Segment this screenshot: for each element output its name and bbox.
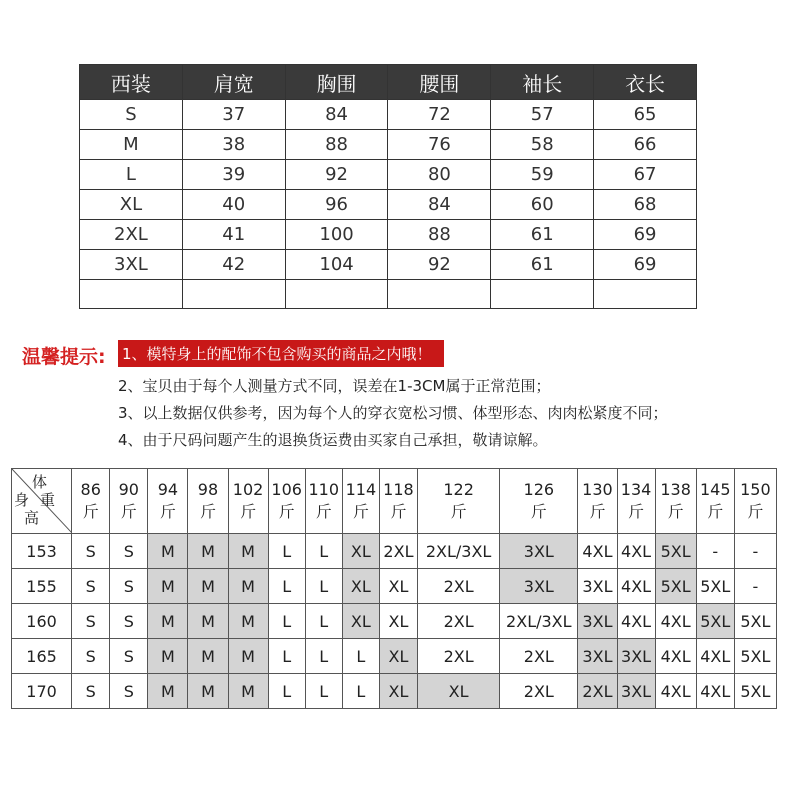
size-cell: L xyxy=(268,674,305,709)
size-cell: 5XL xyxy=(655,569,696,604)
table-row xyxy=(12,674,777,709)
table-row xyxy=(12,639,777,674)
weight-header-cell xyxy=(379,469,417,534)
size-cell: L xyxy=(268,639,305,674)
weight-value: 138 xyxy=(660,480,691,499)
size-cell: 3XL xyxy=(578,604,617,639)
size-cell: M xyxy=(188,639,228,674)
weight-header-cell xyxy=(110,469,148,534)
weight-value: 110 xyxy=(308,480,340,499)
table-row xyxy=(80,130,697,160)
empty-cell xyxy=(80,280,183,309)
note-item: 4、由于尺码问题产生的退换货运费由买家自己承担，敬请谅解。 xyxy=(118,431,548,449)
table-cell: 59 xyxy=(491,160,594,190)
size-cell: 2XL xyxy=(418,569,500,604)
size-cell: M xyxy=(148,534,188,569)
table-cell: 38 xyxy=(182,130,285,160)
weight-unit: 斤 xyxy=(82,502,99,521)
weight-header-cell xyxy=(500,469,578,534)
table-cell: 41 xyxy=(182,220,285,250)
corner-height-label: 高 xyxy=(24,509,40,527)
corner-weight-label: 体 xyxy=(32,473,48,491)
table-cell: M xyxy=(80,130,183,160)
weight-unit: 斤 xyxy=(589,502,606,521)
size-cell: M xyxy=(188,604,228,639)
table-row xyxy=(80,100,697,130)
size-cell: 3XL xyxy=(578,569,617,604)
size-cell: M xyxy=(228,674,268,709)
table-cell: 80 xyxy=(388,160,491,190)
size-cell: 2XL xyxy=(500,674,578,709)
weight-unit: 斤 xyxy=(707,502,724,521)
height-label-cell: 160 xyxy=(12,604,72,639)
size-cell: S xyxy=(110,639,148,674)
table-cell: 84 xyxy=(388,190,491,220)
empty-row xyxy=(80,280,697,309)
size-cell: 4XL xyxy=(696,639,734,674)
weight-header-cell xyxy=(72,469,110,534)
size-cell: S xyxy=(72,569,110,604)
size-cell: M xyxy=(228,569,268,604)
table-row xyxy=(12,534,777,569)
size-cell: M xyxy=(148,604,188,639)
corner-weight-label: 重 xyxy=(40,491,56,509)
size-cell: M xyxy=(228,639,268,674)
size-cell: XL xyxy=(342,604,379,639)
table-cell: 66 xyxy=(594,130,697,160)
size-cell: XL xyxy=(379,604,417,639)
table-cell: 88 xyxy=(388,220,491,250)
size-cell: 5XL xyxy=(696,569,734,604)
size-cell: S xyxy=(110,534,148,569)
size-cell: L xyxy=(342,674,379,709)
size-cell: S xyxy=(110,569,148,604)
size-cell: - xyxy=(696,534,734,569)
weight-unit: 斤 xyxy=(530,502,547,521)
empty-cell xyxy=(285,280,388,309)
size-cell: 5XL xyxy=(734,604,776,639)
size-cell: 5XL xyxy=(655,534,696,569)
size-cell: 4XL xyxy=(696,674,734,709)
header-cell: 腰围 xyxy=(388,65,491,100)
weight-header-cell xyxy=(268,469,305,534)
size-cell: XL xyxy=(342,534,379,569)
size-cell: M xyxy=(188,674,228,709)
weight-unit: 斤 xyxy=(628,502,645,521)
header-cell: 西装 xyxy=(80,65,183,100)
table-cell: 100 xyxy=(285,220,388,250)
table-cell: 67 xyxy=(594,160,697,190)
size-cell: XL xyxy=(379,639,417,674)
weight-unit: 斤 xyxy=(667,502,684,521)
table-row xyxy=(80,250,697,280)
table-cell: 40 xyxy=(182,190,285,220)
fit-recommendation-table xyxy=(11,468,777,709)
notes-heading: 温馨提示: xyxy=(22,346,106,368)
size-cell: L xyxy=(268,569,305,604)
table-cell: 76 xyxy=(388,130,491,160)
note-item: 3、以上数据仅供参考，因为每个人的穿衣宽松习惯、体型形态、肉肉松紧度不同； xyxy=(118,404,668,422)
size-cell: L xyxy=(268,604,305,639)
size-cell: 3XL xyxy=(500,534,578,569)
table-cell: 68 xyxy=(594,190,697,220)
table-cell: 57 xyxy=(491,100,594,130)
table-cell: 61 xyxy=(491,220,594,250)
size-cell: 4XL xyxy=(617,534,655,569)
size-cell: 5XL xyxy=(696,604,734,639)
size-cell: S xyxy=(72,674,110,709)
table-cell: 92 xyxy=(388,250,491,280)
weight-value: 130 xyxy=(582,480,613,499)
size-cell: 3XL xyxy=(500,569,578,604)
empty-cell xyxy=(594,280,697,309)
height-label-cell: 155 xyxy=(12,569,72,604)
size-cell: XL xyxy=(379,569,417,604)
weight-unit: 斤 xyxy=(278,502,295,521)
size-cell: - xyxy=(734,569,776,604)
weight-unit: 斤 xyxy=(240,502,257,521)
size-cell: 2XL xyxy=(379,534,417,569)
size-cell: 2XL/3XL xyxy=(500,604,578,639)
size-cell: - xyxy=(734,534,776,569)
weight-value: 90 xyxy=(118,480,139,499)
table-cell: 65 xyxy=(594,100,697,130)
table-cell: 92 xyxy=(285,160,388,190)
weight-value: 134 xyxy=(620,480,652,499)
table-row xyxy=(80,160,697,190)
header-cell: 衣长 xyxy=(594,65,697,100)
size-cell: L xyxy=(305,639,342,674)
corner-height-label: 身 xyxy=(14,491,30,509)
weight-unit: 斤 xyxy=(450,502,467,521)
size-cell: 4XL xyxy=(655,604,696,639)
size-cell: L xyxy=(305,569,342,604)
empty-cell xyxy=(182,280,285,309)
weight-header-cell xyxy=(696,469,734,534)
size-chart-header-row xyxy=(80,65,697,100)
table-cell: 2XL xyxy=(80,220,183,250)
weight-unit: 斤 xyxy=(120,502,137,521)
height-label-cell: 170 xyxy=(12,674,72,709)
weight-header-cell xyxy=(578,469,617,534)
table-cell: 104 xyxy=(285,250,388,280)
size-cell: 2XL/3XL xyxy=(418,534,500,569)
size-cell: S xyxy=(110,604,148,639)
weight-value: 94 xyxy=(157,480,179,499)
height-label-cell: 165 xyxy=(12,639,72,674)
height-label-cell: 153 xyxy=(12,534,72,569)
table-cell: 69 xyxy=(594,220,697,250)
empty-cell xyxy=(491,280,594,309)
size-chart-table xyxy=(79,64,697,309)
weight-header-row xyxy=(12,469,777,534)
weight-value: 122 xyxy=(443,480,474,499)
size-cell: XL xyxy=(379,674,417,709)
weight-value: 106 xyxy=(271,480,302,499)
weight-value: 150 xyxy=(740,480,771,499)
weight-unit: 斤 xyxy=(199,502,216,521)
weight-unit: 斤 xyxy=(390,502,407,521)
table-cell: 3XL xyxy=(80,250,183,280)
weight-value: 86 xyxy=(80,480,101,499)
table-cell: 88 xyxy=(285,130,388,160)
size-cell: L xyxy=(305,674,342,709)
size-cell: 2XL xyxy=(578,674,617,709)
table-row xyxy=(12,604,777,639)
size-cell: M xyxy=(148,674,188,709)
table-cell: XL xyxy=(80,190,183,220)
size-cell: 2XL xyxy=(418,639,500,674)
weight-header-cell xyxy=(734,469,776,534)
size-cell: L xyxy=(342,639,379,674)
weight-header-cell xyxy=(148,469,188,534)
table-cell: 84 xyxy=(285,100,388,130)
header-cell: 肩宽 xyxy=(182,65,285,100)
weight-value: 98 xyxy=(197,480,219,499)
size-cell: 3XL xyxy=(617,674,655,709)
size-cell: S xyxy=(72,639,110,674)
weight-value: 145 xyxy=(699,480,731,499)
weight-unit: 斤 xyxy=(352,502,369,521)
size-cell: 4XL xyxy=(655,639,696,674)
size-cell: L xyxy=(268,534,305,569)
corner-cell xyxy=(12,469,72,534)
size-cell: 5XL xyxy=(734,674,776,709)
size-cell: 2XL xyxy=(500,639,578,674)
size-cell: 5XL xyxy=(734,639,776,674)
weight-header-cell xyxy=(342,469,379,534)
table-cell: L xyxy=(80,160,183,190)
weight-header-cell xyxy=(418,469,500,534)
size-cell: S xyxy=(72,534,110,569)
size-cell: 4XL xyxy=(578,534,617,569)
size-cell: M xyxy=(188,569,228,604)
size-cell: M xyxy=(228,534,268,569)
table-cell: 72 xyxy=(388,100,491,130)
table-cell: 60 xyxy=(491,190,594,220)
size-cell: M xyxy=(148,569,188,604)
weight-unit: 斤 xyxy=(159,502,176,521)
size-cell: 4XL xyxy=(617,569,655,604)
size-cell: L xyxy=(305,534,342,569)
header-cell: 袖长 xyxy=(491,65,594,100)
table-cell: S xyxy=(80,100,183,130)
empty-cell xyxy=(388,280,491,309)
weight-value: 102 xyxy=(232,480,264,499)
size-cell: L xyxy=(305,604,342,639)
size-cell: XL xyxy=(342,569,379,604)
table-row xyxy=(80,220,697,250)
table-row xyxy=(80,190,697,220)
weight-header-cell xyxy=(655,469,696,534)
size-cell: M xyxy=(228,604,268,639)
note-item: 2、宝贝由于每个人测量方式不同，误差在1-3CM属于正常范围； xyxy=(118,377,551,395)
weight-header-cell xyxy=(305,469,342,534)
size-cell: M xyxy=(148,639,188,674)
size-cell: S xyxy=(110,674,148,709)
weight-unit: 斤 xyxy=(747,502,764,521)
size-cell: XL xyxy=(418,674,500,709)
weight-value: 126 xyxy=(523,480,555,499)
size-cell: 4XL xyxy=(617,604,655,639)
table-cell: 69 xyxy=(594,250,697,280)
table-row xyxy=(12,569,777,604)
size-cell: S xyxy=(72,604,110,639)
weight-value: 118 xyxy=(383,480,414,499)
size-cell: 2XL xyxy=(418,604,500,639)
weight-header-cell xyxy=(188,469,228,534)
weight-unit: 斤 xyxy=(315,502,332,521)
weight-header-cell xyxy=(228,469,268,534)
weight-header-cell xyxy=(617,469,655,534)
size-cell: 3XL xyxy=(617,639,655,674)
table-cell: 37 xyxy=(182,100,285,130)
size-cell: 4XL xyxy=(655,674,696,709)
size-cell: 3XL xyxy=(578,639,617,674)
table-cell: 58 xyxy=(491,130,594,160)
table-cell: 42 xyxy=(182,250,285,280)
table-cell: 96 xyxy=(285,190,388,220)
weight-value: 114 xyxy=(345,480,377,499)
table-cell: 39 xyxy=(182,160,285,190)
table-cell: 61 xyxy=(491,250,594,280)
header-cell: 胸围 xyxy=(285,65,388,100)
note-item-highlighted: 1、模特身上的配饰不包含购买的商品之内哦！ xyxy=(118,340,444,367)
size-cell: M xyxy=(188,534,228,569)
